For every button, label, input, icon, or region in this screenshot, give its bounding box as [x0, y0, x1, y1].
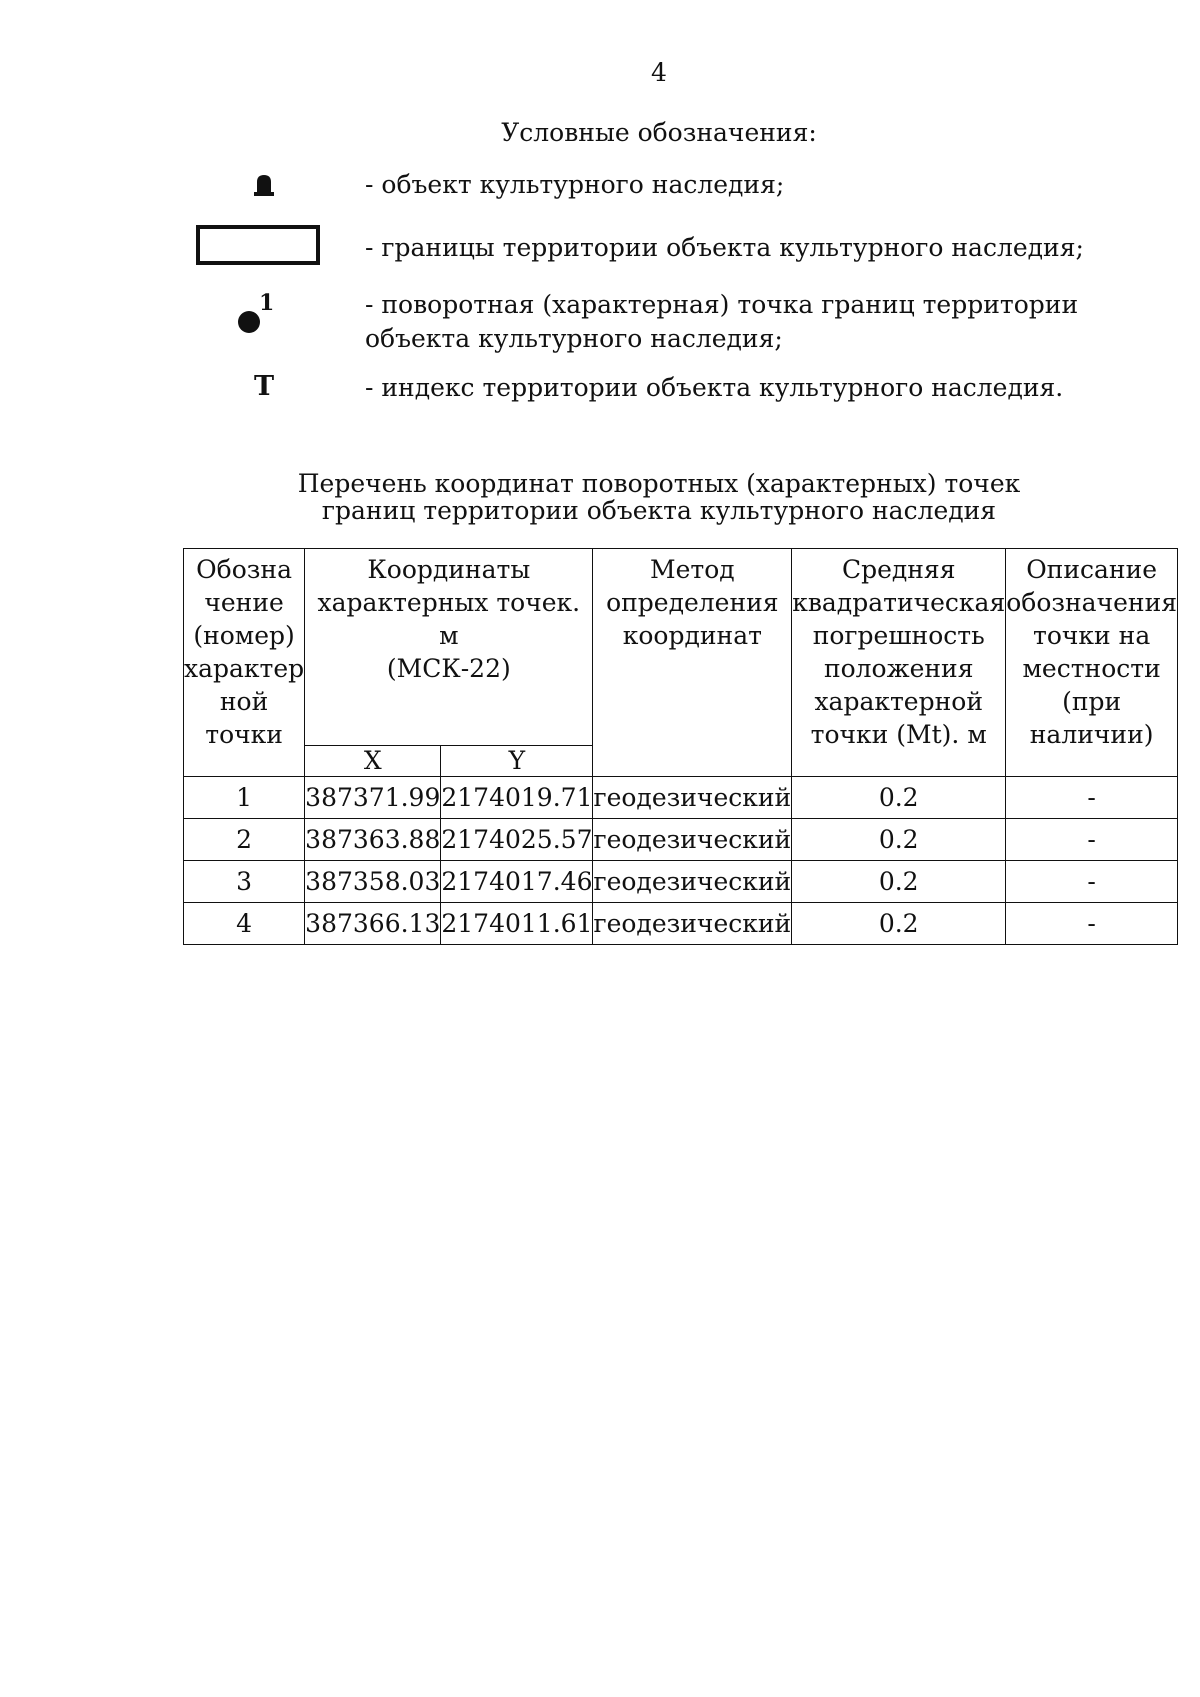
- page-number: 4: [651, 58, 667, 87]
- cell-x: 387371.99: [305, 777, 441, 819]
- cell-error: 0.2: [792, 903, 1006, 945]
- index-letter-icon: Т: [254, 371, 275, 402]
- cell-y: 2174011.61: [441, 903, 593, 945]
- cell-method: геодезический: [593, 903, 792, 945]
- cell-desc: -: [1006, 903, 1178, 945]
- cell-x: 387366.13: [305, 903, 441, 945]
- header-y: Y: [441, 746, 593, 777]
- legend-text-index: - индекс территории объекта культурного наследия.: [365, 373, 1064, 402]
- cell-y: 2174017.46: [441, 861, 593, 903]
- header-error: Средняя квадратическая погрешность положения характерной точки (Mt). м: [792, 549, 1006, 777]
- heritage-object-icon: [254, 174, 274, 196]
- cell-method: геодезический: [593, 861, 792, 903]
- cell-error: 0.2: [792, 861, 1006, 903]
- cell-num: 1: [184, 777, 305, 819]
- turning-point-icon: [237, 292, 277, 332]
- table-title: [0, 470, 1200, 524]
- cell-x: 387358.03: [305, 861, 441, 903]
- table-title-line1: Перечень координат поворотных (характерных) точек: [297, 469, 1021, 498]
- table-title-line2: границ территории объекта культурного наследия: [321, 496, 997, 525]
- cell-desc: -: [1006, 819, 1178, 861]
- legend-title: Условные обозначения:: [501, 118, 817, 147]
- boundary-rectangle-icon: [196, 225, 320, 265]
- legend-text-boundary: - границы территории объекта культурного наследия;: [365, 233, 1084, 262]
- cell-num: 3: [184, 861, 305, 903]
- turning-point-label: 1: [259, 290, 275, 316]
- header-x: X: [305, 746, 441, 777]
- cell-desc: -: [1006, 861, 1178, 903]
- cell-y: 2174025.57: [441, 819, 593, 861]
- legend-text-turning-point: - поворотная (характерная) точка границ территории объекта культурного наследия;: [365, 290, 1079, 353]
- cell-error: 0.2: [792, 819, 1006, 861]
- cell-num: 2: [184, 819, 305, 861]
- coordinates-table: [183, 548, 1178, 945]
- table-row: [184, 819, 1178, 861]
- cell-error: 0.2: [792, 777, 1006, 819]
- header-designation: Обозна чение (номер) характер ной точки: [184, 549, 305, 777]
- cell-y: 2174019.71: [441, 777, 593, 819]
- cell-num: 4: [184, 903, 305, 945]
- cell-desc: -: [1006, 777, 1178, 819]
- table-row: [184, 903, 1178, 945]
- table-header-row: [184, 549, 1178, 746]
- cell-x: 387363.88: [305, 819, 441, 861]
- table-row: [184, 861, 1178, 903]
- table-row: [184, 777, 1178, 819]
- cell-method: геодезический: [593, 777, 792, 819]
- legend-text-heritage-object: - объект культурного наследия;: [365, 170, 785, 199]
- header-method: Метод определения координат: [593, 549, 792, 777]
- cell-method: геодезический: [593, 819, 792, 861]
- header-description: Описание обозначения точки на местности (при наличии): [1006, 549, 1178, 777]
- header-coordinates: Координаты характерных точек. м (МСК-22): [305, 549, 593, 746]
